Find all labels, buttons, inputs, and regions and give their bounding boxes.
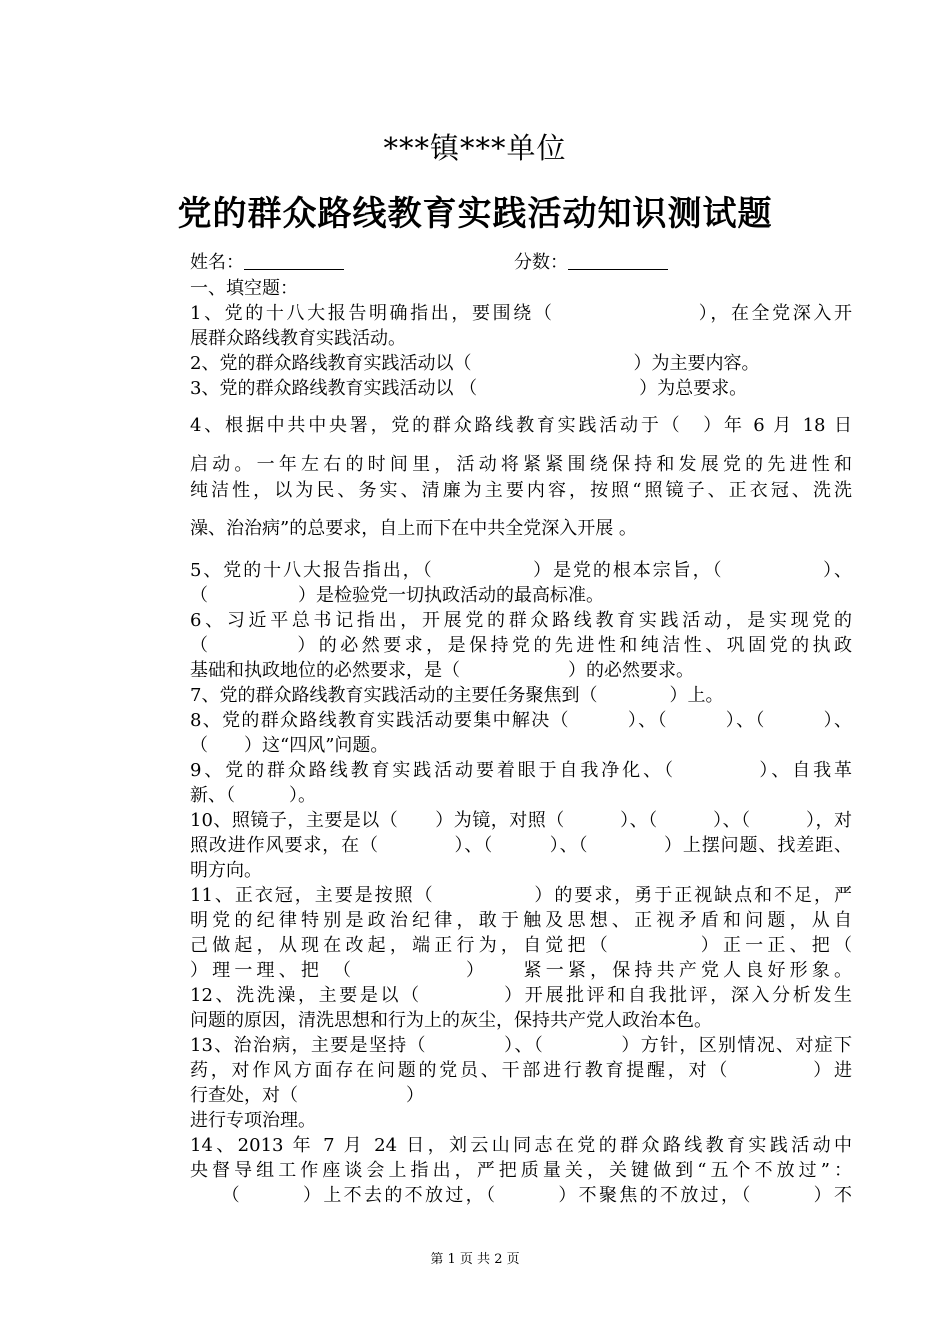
question-line: 5、党的十八大报告指出，（ ）是党的根本宗旨，（ ）、 <box>190 560 852 581</box>
score-blank[interactable] <box>568 251 668 270</box>
question-line: （ ）是检验党一切执政活动的最高标准。 <box>190 585 604 606</box>
question-line: 问题的原因，清洗思想和行为上的灰尘，保持共产党人政治本色。 <box>190 1010 712 1031</box>
question-line: 10、照镜子，主要是以（ ）为镜，对照（ ）、（ ）、（ ），对 <box>190 810 852 831</box>
question-line: 14、2013 年 7 月 24 日，刘云山同志在党的群众路线教育实践活动中 <box>190 1135 852 1156</box>
question-line: 进行专项治理。 <box>190 1110 316 1131</box>
question-line: 12、洗洗澡，主要是以（ ）开展批评和自我批评，深入分析发生 <box>190 985 852 1006</box>
name-field <box>190 248 344 274</box>
name-label: 姓名： <box>190 252 244 273</box>
question-line: 3、党的群众路线教育实践活动以 （ ）为总要求。 <box>190 378 748 399</box>
question-line: 2、党的群众路线教育实践活动以（ ）为主要内容。 <box>190 353 760 374</box>
question-line: 启动。一年左右的时间里，活动将紧紧围绕保持和发展党的先进性和 <box>190 454 852 475</box>
unit-title: ***镇***单位 <box>383 131 567 165</box>
question-line: 行查处，对（ ） <box>190 1085 424 1106</box>
name-blank[interactable] <box>244 251 344 270</box>
question-line: （ ）上不去的不放过，（ ）不聚焦的不放过，（ ）不 <box>190 1185 852 1206</box>
question-line: 8、党的群众路线教育实践活动要集中解决（ ）、（ ）、（ ）、 <box>190 710 852 731</box>
question-line: 9、党的群众路线教育实践活动要着眼于自我净化、（ ）、自我革 <box>190 760 852 781</box>
question-line: 展群众路线教育实践活动。 <box>190 328 406 349</box>
question-line: 1、党的十八大报告明确指出，要围绕（ ），在全党深入开 <box>190 303 852 324</box>
score-field <box>514 248 668 274</box>
question-line: 6、习近平总书记指出，开展党的群众路线教育实践活动，是实现党的 <box>190 610 852 631</box>
score-label: 分数： <box>514 252 568 273</box>
question-line: ）理一理、把 （ ） 紧一紧，保持共产党人良好形象。 <box>190 960 852 981</box>
question-line: （ ）这“四风”问题。 <box>190 735 389 756</box>
question-line: 纯洁性，以为民、务实、清廉为主要内容，按照“照镜子、正衣冠、洗洗 <box>190 480 852 501</box>
question-line: 明党的纪律特别是政治纪律，敢于触及思想、正视矛盾和问题，从自 <box>190 910 852 931</box>
question-line: 药，对作风方面存在问题的党员、干部进行教育提醒，对（ ）进 <box>190 1060 852 1081</box>
question-line: 明方向。 <box>190 860 262 881</box>
question-line: 基础和执政地位的必然要求，是（ ）的必然要求。 <box>190 660 694 681</box>
page-footer: 第 1 页 共 2 页 <box>430 1252 520 1267</box>
question-line: 澡、治治病”的总要求，自上而下在中共全党深入开展 。 <box>190 518 637 539</box>
question-line: 己做起，从现在改起，端正行为，自觉把（ ）正一正、把（ <box>190 935 852 956</box>
question-line: （ ）的必然要求，是保持党的先进性和纯洁性、巩固党的执政 <box>190 635 852 656</box>
section-heading: 一、填空题： <box>190 278 298 299</box>
question-line: 4、根据中共中央署，党的群众路线教育实践活动于（ ）年 6 月 18 日 <box>190 415 852 436</box>
question-line: 照改进作风要求，在（ ）、（ ）、（ ）上摆问题、找差距、 <box>190 835 852 856</box>
question-line: 13、治治病，主要是坚持（ ）、（ ）方针，区别情况、对症下 <box>190 1035 852 1056</box>
page-title: 党的群众路线教育实践活动知识测试题 <box>177 194 773 234</box>
question-line: 11、正衣冠，主要是按照（ ）的要求，勇于正视缺点和不足，严 <box>190 885 852 906</box>
question-line: 7、党的群众路线教育实践活动的主要任务聚焦到（ ）上。 <box>190 685 724 706</box>
question-line: 新、（ ）。 <box>190 785 316 806</box>
question-line: 央督导组工作座谈会上指出，严把质量关，关键做到“五个不放过”： <box>190 1160 852 1181</box>
